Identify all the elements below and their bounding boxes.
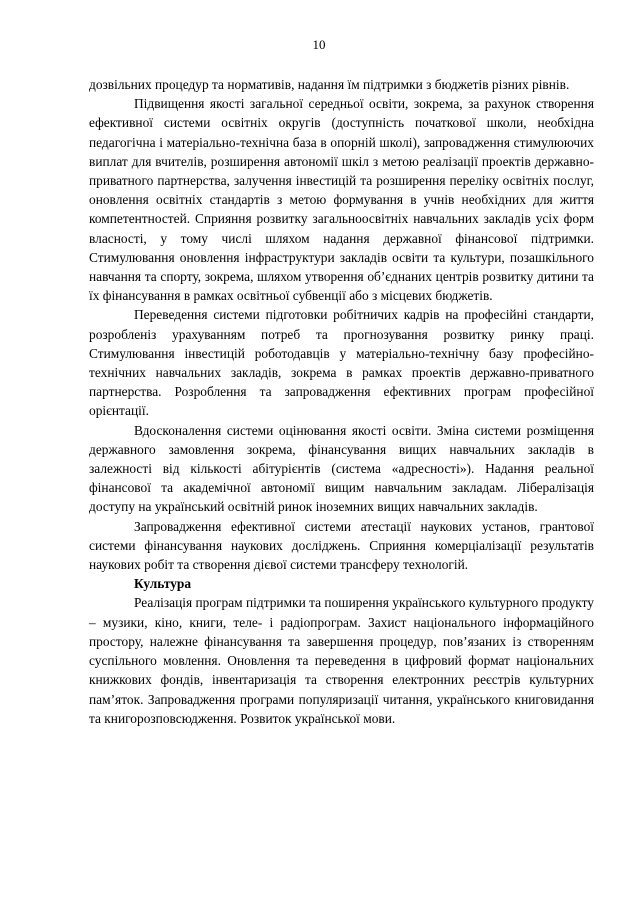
paragraph-higher-education: Вдосконалення системи оцінювання якості освіти. Зміна системи розміщення державного замовлення зокрема, фінансування вищих навчальних закладів в залежності від кількості абітурієнтів (система «адресності»). Надання реальної фінансової та академічної автономії вищим навчальним закладам. Лібералізація доступу на український освітній ринок іноземних вищих навчальних закладів. xyxy=(89,422,594,515)
paragraph-culture: Реалізація програм підтримки та поширення українського культурного продукту – музики, кіно, книги, теле- і радіопрограм. Захист національного інформаційного простору, належне фінансування та завершення процедур, пов’язаних із створенням суспільного мовлення. Оновлення та переведення в цифровий формат національних книжкових фондів, інвентаризація та створення електронних реєстрів культурних пам’яток. Запровадження програми популяризації читання, українського книговидання та книгорозповсюдження. Розвиток української мови. xyxy=(89,595,594,726)
paragraph-continuation: дозвільних процедур та нормативів, надання їм підтримки з бюджетів різних рівнів. xyxy=(89,77,570,92)
paragraph-science: Запровадження ефективної системи атестації наукових установ, грантової системи фінансування наукових досліджень. Сприяння комерціалізації результатів наукових робіт та створення дієвої системи трансферу технологій. xyxy=(89,518,594,573)
paragraph-vocational-training: Переведення системи підготовки робітничих кадрів на професійні стандарти, розробленіз урахуванням потреб та прогнозування розвитку ринку праці. Стимулювання інвестицій роботодавців у матеріально-технічну базу професійно-технічних навчальних закладів, зокрема в рамках проектів державно-приватного партнерства. Розроблення та запровадження ефективних програм професійної орієнтації. xyxy=(89,307,594,419)
section-heading-culture: Культура xyxy=(134,576,192,592)
paragraph-secondary-education: Підвищення якості загальної середньої освіти, зокрема, за рахунок створення ефективної системи освітніх округів (доступність початкової школи, необхідна педагогічна і матеріально-технічна база в опорній школі), запровадження стимулюючих виплат для вчителів, розширення автономії шкіл з метою реалізації проектів державно-приватного партнерства, залучення інвестицій та розширення переліку освітніх послуг, оновлення освітніх стандартів з метою формування в учнів необхідних для життя компетентностей. Сприяння розвитку загальноосвітніх навчальних закладів усіх форм власності, у тому числі шляхом надання державної фінансової підтримки. Стимулювання оновлення інфраструктури закладів освіти та культури, позашкільного навчання та спорту, зокрема, шляхом утворення об’єднаних центрів розвитку дитини та їх фінансування в рамках освітньої субвенції або з місцевих бюджетів. xyxy=(89,96,594,304)
page-number: 10 xyxy=(312,37,326,52)
body-text xyxy=(89,75,594,728)
